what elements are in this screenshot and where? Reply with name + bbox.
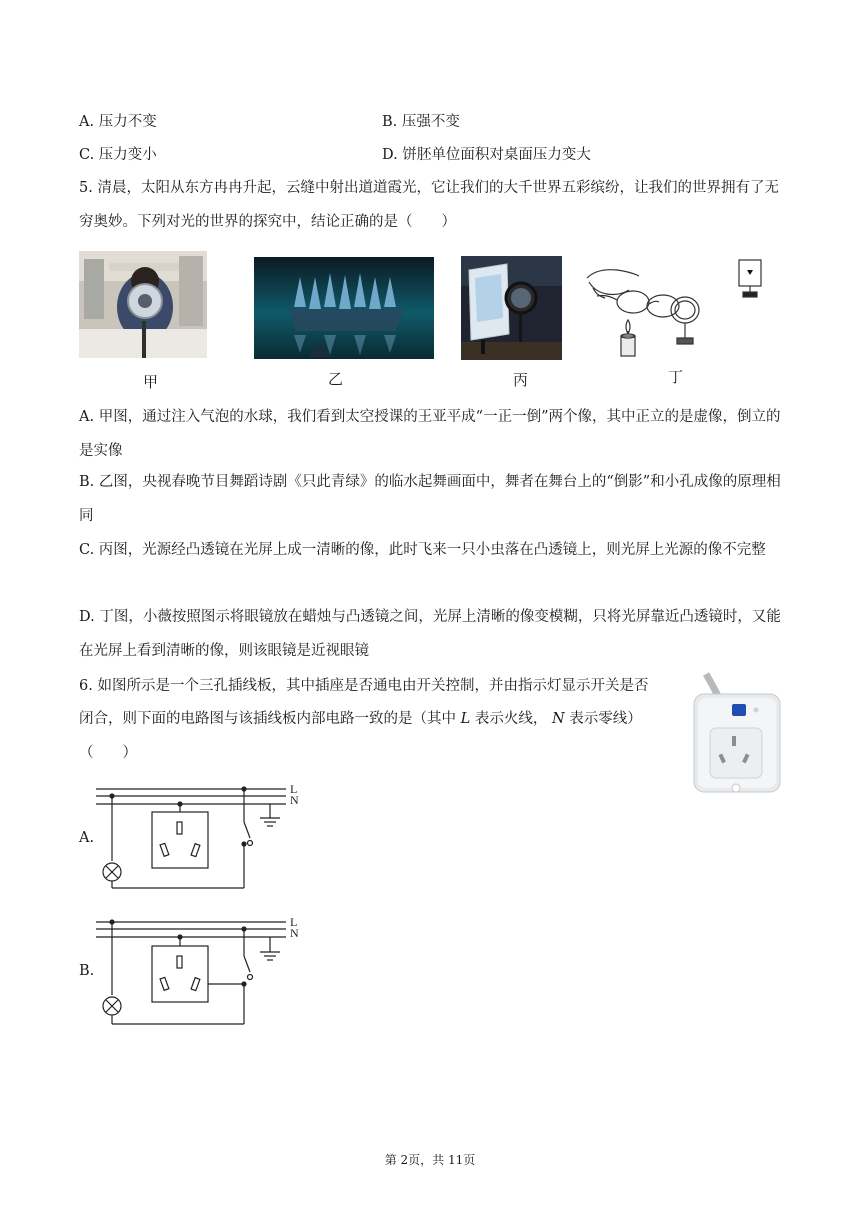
q6-stem-part-a: 闭合，则下面的电路图与该插线板内部电路一致的是（其中 bbox=[79, 711, 456, 727]
q6-stem-neutral-symbol: N bbox=[551, 711, 565, 727]
figure-jia-photo bbox=[79, 251, 207, 358]
figure-yi-caption: 乙 bbox=[328, 370, 344, 388]
q6-option-b-circuit bbox=[94, 910, 310, 1030]
q5-option-b: B. 乙图，央视春晚节目舞蹈诗剧《只此青绿》的临水起舞画面中，舞者在舞台上的“倒影”和小孔成像的原理相同 bbox=[79, 474, 781, 524]
q6-stem-part-b: 表示火线， bbox=[474, 711, 548, 727]
page-footer: 第 2页，共 11页 bbox=[384, 1153, 476, 1167]
q6-a-wire-l-label: L bbox=[290, 782, 298, 796]
q5-stem: 5. 清晨，太阳从东方冉冉升起，云缝中射出道道霞光，它让我们的大千世界五彩缤纷，让我们的世界拥有了无穷奥妙。下列对光的世界的探究中，结论正确的是（ ） bbox=[79, 180, 779, 230]
q6-option-a-circuit bbox=[94, 776, 310, 896]
q5-option-d: D. 丁图，小薇按照图示将眼镜放在蜡烛与凸透镜之间，光屏上清晰的像变模糊，只将光屏靠近凸透镜时，又能在光屏上看到清晰的像，则该眼镜是近视眼镜 bbox=[79, 609, 781, 659]
figure-yi-photo bbox=[254, 257, 434, 359]
figure-ding-drawing bbox=[583, 252, 783, 362]
q6-a-wire-n-label: N bbox=[290, 793, 299, 807]
q6-stem-part-c: 表示零线） bbox=[569, 711, 642, 727]
figure-bing-photo bbox=[461, 256, 562, 360]
q4-option-d: D. 饼胚单位面积对桌面压力变大 bbox=[382, 147, 591, 163]
q6-b-wire-l-label: L bbox=[290, 915, 298, 929]
q6-option-b-label: B. bbox=[79, 963, 95, 979]
q6-stem-line3: （ ） bbox=[79, 745, 137, 761]
q6-stem-line1: 6. 如图所示是一个三孔插线板，其中插座是否通电由开关控制，并由指示灯显示开关是否 bbox=[79, 678, 649, 694]
q5-option-c: C. 丙图，光源经凸透镜在光屏上成一清晰的像，此时飞来一只小虫落在凸透镜上，则光屏上光源的像不完整 bbox=[79, 542, 766, 558]
q6-option-a-label: A. bbox=[79, 830, 95, 846]
q6-b-wire-n-label: N bbox=[290, 926, 299, 940]
q6-stem-line2 bbox=[79, 709, 642, 729]
q4-option-c: C. 压力变小 bbox=[79, 147, 157, 163]
figure-jia-caption: 甲 bbox=[143, 373, 159, 391]
q4-option-b: B. 压强不变 bbox=[382, 114, 460, 130]
q6-stem-live-symbol: L bbox=[460, 711, 471, 727]
figure-bing-caption: 丙 bbox=[513, 371, 529, 389]
q4-option-a: A. 压力不变 bbox=[79, 114, 157, 130]
power-strip-photo bbox=[684, 672, 786, 802]
q5-option-a: A. 甲图，通过注入气泡的水球，我们看到太空授课的王亚平成“一正一倒”两个像，其中正立的是虚像，倒立的是实像 bbox=[79, 409, 781, 459]
figure-ding-caption: 丁 bbox=[668, 368, 684, 386]
